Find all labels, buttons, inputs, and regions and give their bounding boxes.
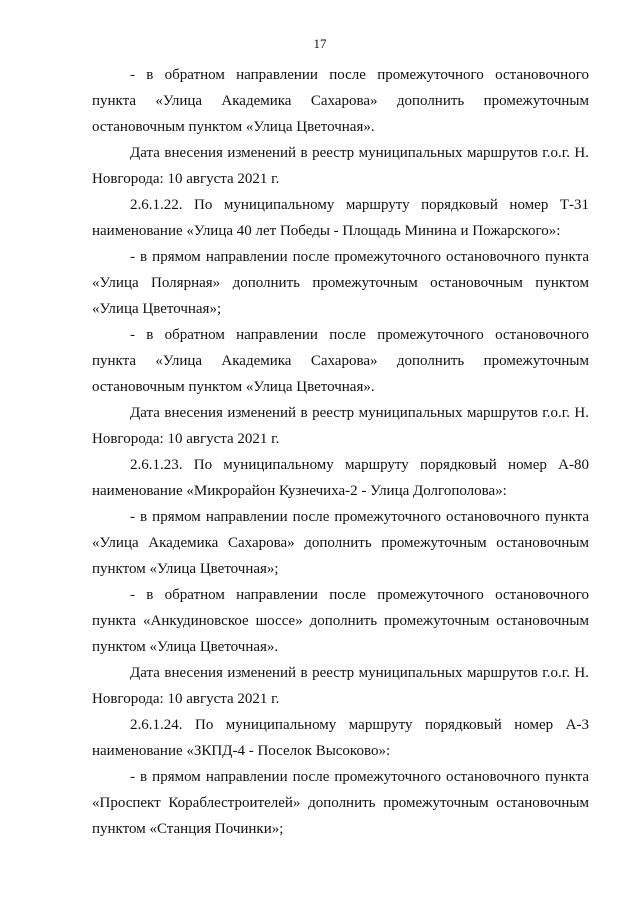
- document-body: [92, 62, 589, 842]
- page-number: 17: [313, 36, 327, 51]
- paragraph-registry-date-1: Дата внесения изменений в реестр муниципальных маршрутов г.о.г. Н. Новгорода: 10 августа 2021 г.: [92, 145, 589, 187]
- paragraph-reverse-direction-a80: - в обратном направлении после промежуточного остановочного пункта «Анкудиновское шоссе» дополнить промежуточным остановочным пунктом «Улица Цветочная».: [92, 587, 589, 655]
- paragraph-forward-direction-t31: - в прямом направлении после промежуточного остановочного пункта «Улица Полярная» дополнить промежуточным остановочным пунктом «Улица Цветочная»;: [92, 249, 589, 317]
- paragraph-forward-direction-a80: - в прямом направлении после промежуточного остановочного пункта «Улица Академика Сахарова» дополнить промежуточным остановочным пунктом «Улица Цветочная»;: [92, 509, 589, 577]
- paragraph-route-a3-heading: 2.6.1.24. По муниципальному маршруту порядковый номер А-3 наименование «ЗКПД-4 - Поселок Высоково»:: [92, 717, 589, 759]
- paragraph-registry-date-t31: Дата внесения изменений в реестр муниципальных маршрутов г.о.г. Н. Новгорода: 10 августа 2021 г.: [92, 405, 589, 447]
- paragraph-registry-date-a80: Дата внесения изменений в реестр муниципальных маршрутов г.о.г. Н. Новгорода: 10 августа 2021 г.: [92, 665, 589, 707]
- paragraph-route-t31-heading: 2.6.1.22. По муниципальному маршруту порядковый номер Т-31 наименование «Улица 40 лет Победы - Площадь Минина и Пожарского»:: [92, 197, 589, 239]
- paragraph-forward-direction-a3: - в прямом направлении после промежуточного остановочного пункта «Проспект Кораблестроителей» дополнить промежуточным остановочным пунктом «Станция Починки»;: [92, 769, 589, 837]
- paragraph-reverse-direction-1: - в обратном направлении после промежуточного остановочного пункта «Улица Академика Сахарова» дополнить промежуточным остановочным пунктом «Улица Цветочная».: [92, 67, 589, 135]
- paragraph-route-a80-heading: 2.6.1.23. По муниципальному маршруту порядковый номер А-80 наименование «Микрорайон Кузнечиха-2 - Улица Долгополова»:: [92, 457, 589, 499]
- paragraph-reverse-direction-t31: - в обратном направлении после промежуточного остановочного пункта «Улица Академика Сахарова» дополнить промежуточным остановочным пунктом «Улица Цветочная».: [92, 327, 589, 395]
